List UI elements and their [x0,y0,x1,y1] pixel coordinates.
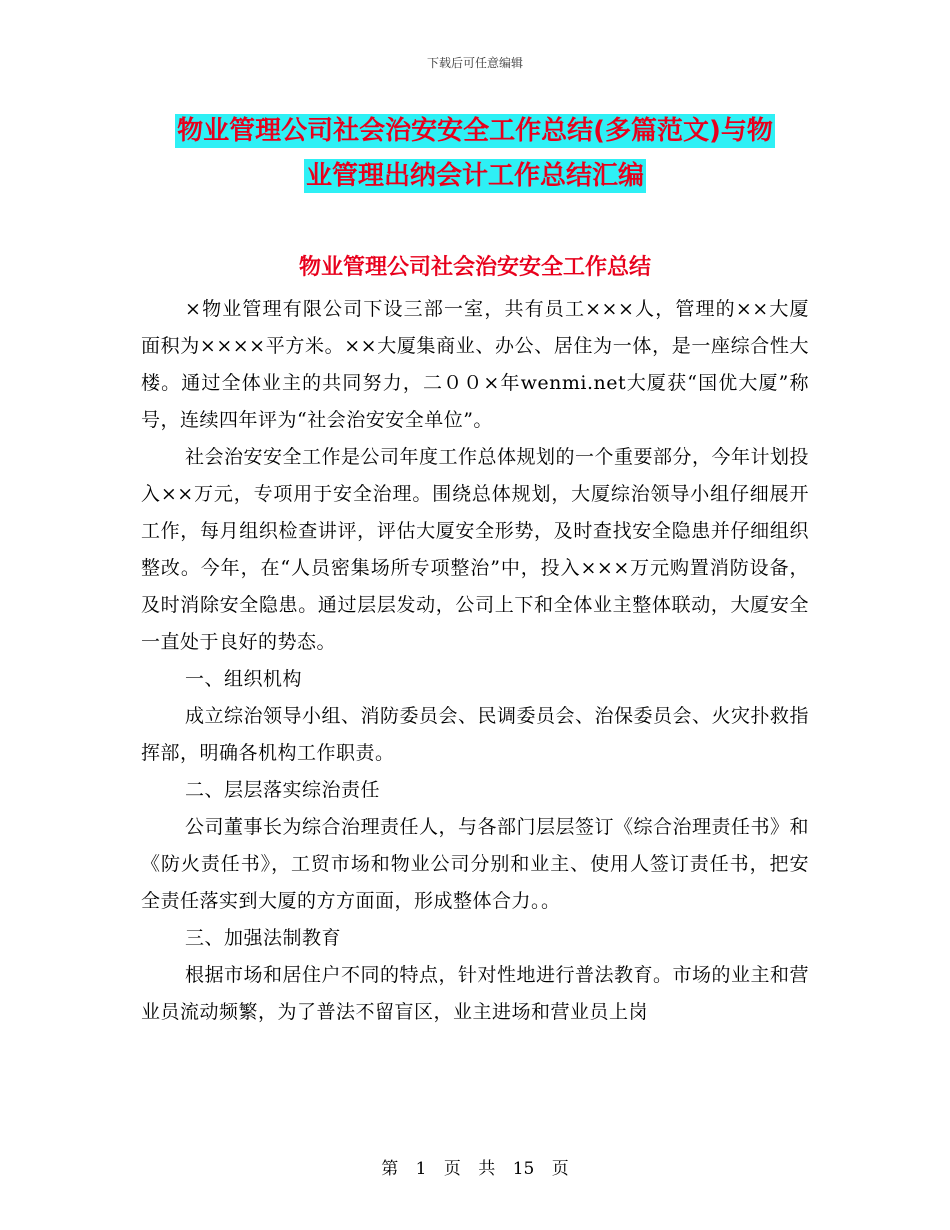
document-body [141,291,809,1031]
document-title-line-1 [0,110,950,147]
footer-prefix: 第 [381,1159,399,1179]
page-footer [0,1154,950,1179]
paragraph-organization: 成立综治领导小组、消防委员会、民调委员会、治保委员会、火灾扑救指挥部，明确各机构工作职责。 [141,705,810,764]
paragraph-responsibility: 公司董事长为综合治理责任人，与各部门层层签订《综合治理责任书》和《防火责任书》，工贸市场和物业公司分别和业主、使用人签订责任书，把安全责任落实到大厦的方方面面，形成整体合力。。 [141,816,810,912]
paragraph-intro: ×物业管理有限公司下设三部一室，共有员工×××人，管理的××大厦面积为××××平方米。××大厦集商业、办公、居住为一体，是一座综合性大楼。通过全体业主的共同努力，二００×年wenmi.net大厦获“国优大厦”称号，连续四年评为“社会治安安全单位”。 [141,298,809,431]
footer-page-number: 1 [415,1159,427,1179]
heading-legal-education: 三、加强法制教育 [185,927,342,949]
paragraph-legal-education: 根据市场和居住户不同的特点，针对性地进行普法教育。市场的业主和营业员流动频繁，为了普法不留盲区，业主进场和营业员上岗 [141,964,810,1023]
heading-responsibility: 二、层层落实综治责任 [185,779,381,801]
title-line-1-text: 物业管理公司社会治安安全工作总结(多篇范文)与物 [177,116,773,146]
document-title-line-2 [0,155,950,192]
paragraph-overview: 社会治安安全工作是公司年度工作总体规划的一个重要部分，今年计划投入××万元，专项用于安全治理。围绕总体规划，大厦综治领导小组仔细展开工作，每月组织检查讲评，评估大厦安全形势，及时查找安全隐患并仔细组织整改。今年，在“人员密集场所专项整治”中，投入×××万元购置消防设备，及时消除安全隐患。通过层层发动，公司上下和全体业主整体联动，大厦安全一直处于良好的势态。 [141,446,810,653]
footer-total-pages: 15 [512,1159,535,1179]
footer-page-unit: 页 [443,1159,461,1179]
header-note: 下载后可任意编辑 [426,56,523,70]
heading-organization: 一、组织机构 [185,668,303,690]
title-line-2-text: 业管理出纳会计工作总结汇编 [305,161,644,191]
footer-total-prefix: 共 [478,1159,496,1179]
section-title: 物业管理公司社会治安安全工作总结 [298,255,651,280]
footer-total-unit: 页 [551,1159,569,1179]
